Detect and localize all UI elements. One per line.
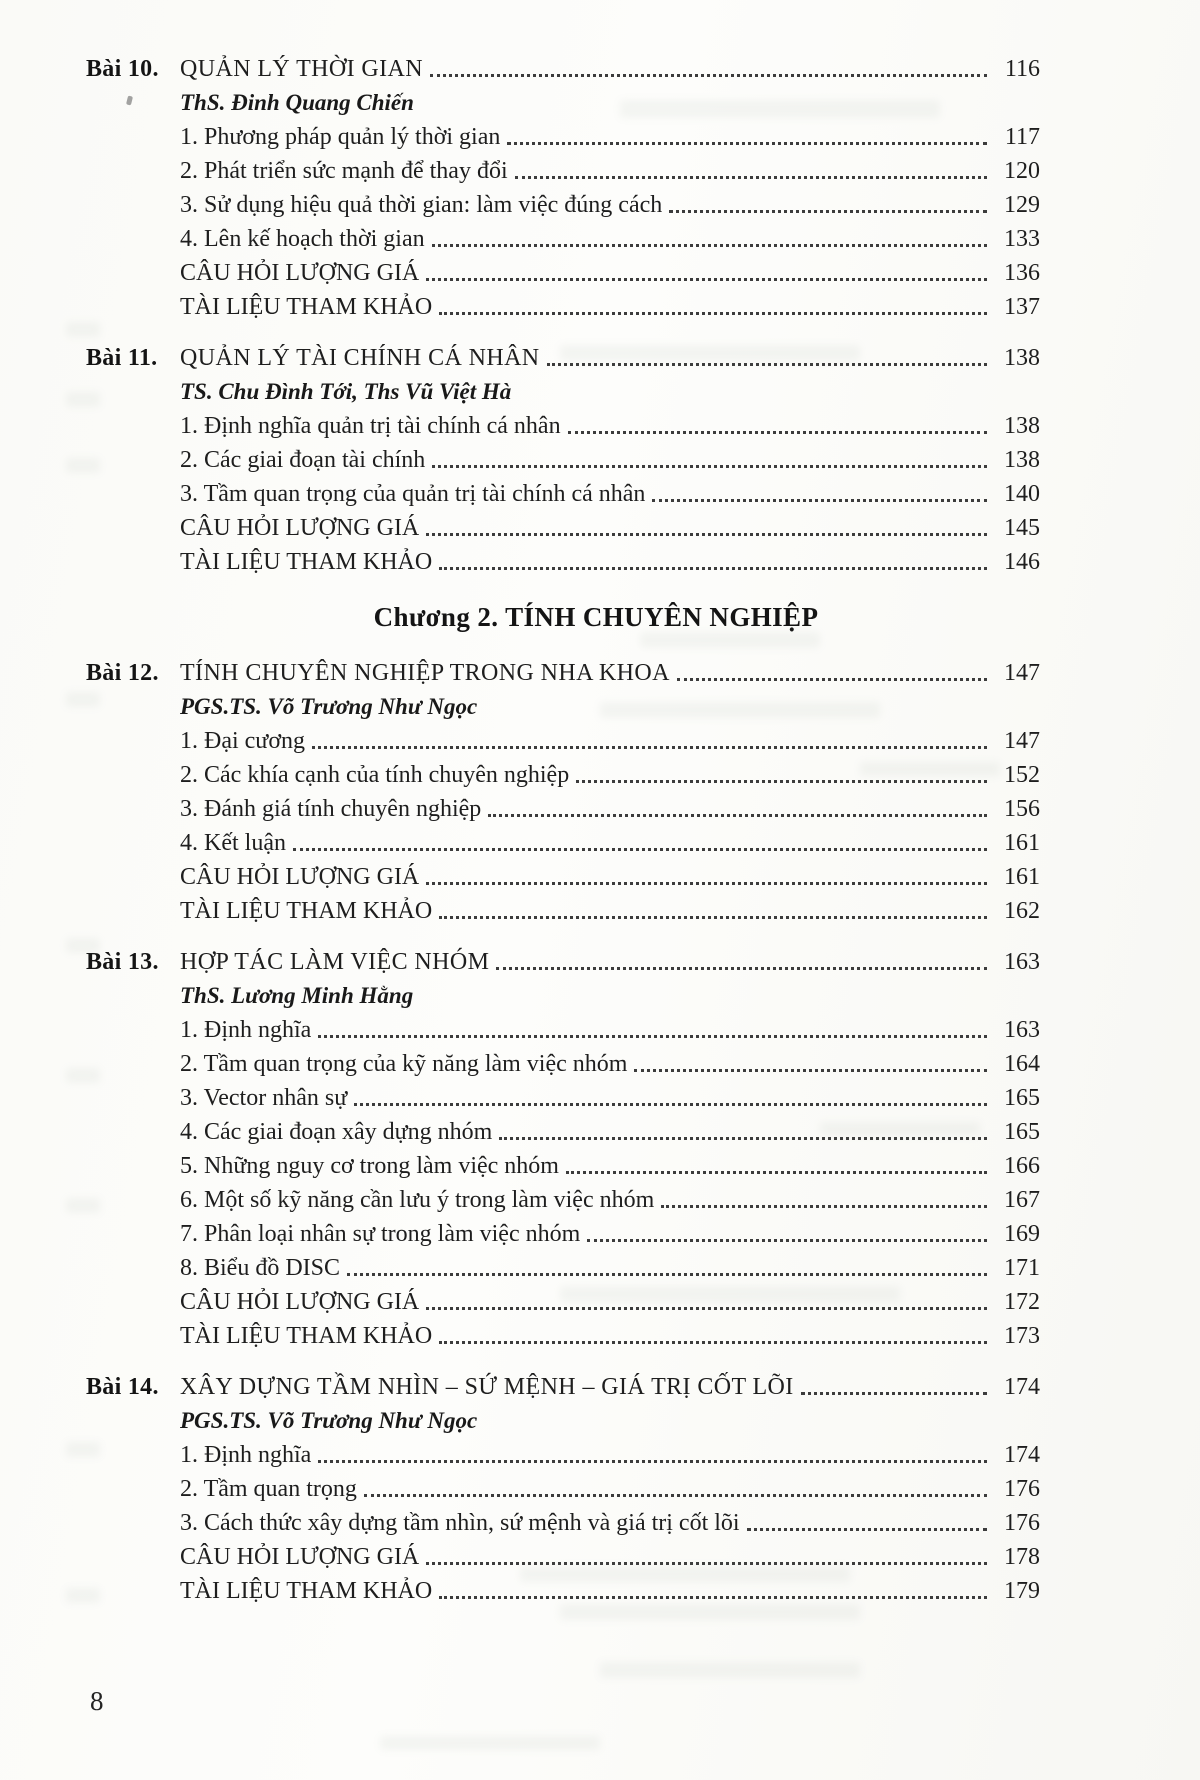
toc-item-text: 1. Định nghĩa	[180, 1017, 312, 1043]
dot-leader	[634, 1069, 987, 1072]
toc-entry	[86, 1538, 1040, 1572]
dot-leader	[439, 1596, 987, 1599]
toc-item-text: CÂU HỎI LƯỢNG GIÁ	[180, 260, 420, 286]
page-number: 169	[1004, 1221, 1040, 1247]
page-number: 179	[1004, 1578, 1040, 1604]
page-number: 147	[1004, 660, 1040, 686]
page-number: 146	[1004, 549, 1040, 575]
toc-entry	[86, 186, 1040, 220]
lesson-title: QUẢN LÝ TÀI CHÍNH CÁ NHÂN	[180, 345, 540, 371]
toc-entry	[86, 1011, 1040, 1045]
toc-entry	[86, 1368, 1040, 1402]
toc-item-text: 1. Phương pháp quản lý thời gian	[180, 124, 501, 150]
page-number: 165	[1004, 1119, 1040, 1145]
toc-author-row	[86, 84, 1040, 118]
toc-entry	[86, 1283, 1040, 1317]
toc-entry	[86, 543, 1040, 577]
toc-author-row	[86, 688, 1040, 722]
dot-leader	[430, 74, 987, 77]
page-number: 117	[1004, 124, 1040, 150]
toc-item-text: CÂU HỎI LƯỢNG GIÁ	[180, 1544, 420, 1570]
dot-leader	[439, 567, 987, 570]
toc-item-text: 2. Tầm quan trọng	[180, 1476, 357, 1502]
bleed-through-ghost	[600, 1662, 860, 1678]
toc-author-row	[86, 1402, 1040, 1436]
toc-item-text: 2. Các khía cạnh của tính chuyên nghiệp	[180, 762, 570, 788]
toc-entry	[86, 441, 1040, 475]
toc-item-text: 3. Tầm quan trọng của quản trị tài chính cá nhân	[180, 481, 646, 507]
toc-item-text: TÀI LIỆU THAM KHẢO	[180, 1323, 433, 1349]
page-number: 147	[1004, 728, 1040, 754]
toc-item-text: 5. Những nguy cơ trong làm việc nhóm	[180, 1153, 559, 1179]
page-number: 171	[1004, 1255, 1040, 1281]
dot-leader	[432, 465, 987, 468]
toc-entry	[86, 407, 1040, 441]
toc-item-text: 1. Định nghĩa	[180, 1442, 312, 1468]
page-number: 161	[1004, 864, 1040, 890]
toc-entry	[86, 790, 1040, 824]
toc-section-items	[86, 722, 1040, 926]
page-number: 138	[1004, 413, 1040, 439]
page-number: 167	[1004, 1187, 1040, 1213]
toc-item-text: 2. Tầm quan trọng của kỹ năng làm việc nhóm	[180, 1051, 628, 1077]
toc-entry	[86, 509, 1040, 543]
toc-item-text: 7. Phân loại nhân sự trong làm việc nhóm	[180, 1221, 581, 1247]
toc-entry	[86, 1504, 1040, 1538]
toc-entry	[86, 1113, 1040, 1147]
dot-leader	[568, 431, 987, 434]
toc-entry	[86, 50, 1040, 84]
toc-item-text: CÂU HỎI LƯỢNG GIÁ	[180, 864, 420, 890]
toc-item-text: TÀI LIỆU THAM KHẢO	[180, 1578, 433, 1604]
toc-entry	[86, 654, 1040, 688]
author-name: ThS. Đinh Quang Chiến	[180, 90, 414, 115]
toc-entry	[86, 152, 1040, 186]
page-number: 173	[1004, 1323, 1040, 1349]
toc-entry	[86, 1249, 1040, 1283]
toc-entry	[86, 1079, 1040, 1113]
dot-leader	[432, 244, 987, 247]
page-number: 176	[1004, 1510, 1040, 1536]
toc-entry	[86, 1572, 1040, 1606]
toc-item-text: 6. Một số kỹ năng cần lưu ý trong làm việc nhóm	[180, 1187, 655, 1213]
toc-item-text: TÀI LIỆU THAM KHẢO	[180, 549, 433, 575]
page-number: 172	[1004, 1289, 1040, 1315]
page-number: 176	[1004, 1476, 1040, 1502]
toc-entry	[86, 1181, 1040, 1215]
toc-item-text: 2. Các giai đoạn tài chính	[180, 447, 426, 473]
page-number: 174	[1004, 1374, 1040, 1400]
toc-item-text: 8. Biểu đồ DISC	[180, 1255, 341, 1281]
toc-entry	[86, 475, 1040, 509]
dot-leader	[439, 1341, 987, 1344]
toc-item-text: 3. Cách thức xây dựng tầm nhìn, sứ mệnh và giá trị cốt lõi	[180, 1510, 740, 1536]
page-number: 174	[1004, 1442, 1040, 1468]
chapter-heading: Chương 2. TÍNH CHUYÊN NGHIỆP	[373, 602, 819, 632]
dot-leader	[499, 1137, 987, 1140]
page-number: 129	[1004, 192, 1040, 218]
toc-item-text: 4. Các giai đoạn xây dựng nhóm	[180, 1119, 493, 1145]
dot-leader	[364, 1494, 987, 1497]
toc-section	[86, 1368, 1040, 1606]
page-number: 152	[1004, 762, 1040, 788]
toc-item-text: TÀI LIỆU THAM KHẢO	[180, 898, 433, 924]
dot-leader	[312, 746, 987, 749]
dot-leader	[347, 1273, 987, 1276]
toc-author-row	[86, 373, 1040, 407]
page-number: 164	[1004, 1051, 1040, 1077]
toc-section	[86, 339, 1040, 577]
author-name: PGS.TS. Võ Trương Như Ngọc	[180, 694, 478, 719]
page-number: 136	[1004, 260, 1040, 286]
page-number: 120	[1004, 158, 1040, 184]
toc-section-items	[86, 118, 1040, 322]
toc-item-text: 3. Đánh giá tính chuyên nghiệp	[180, 796, 482, 822]
page-number: 138	[1004, 447, 1040, 473]
page-number: 156	[1004, 796, 1040, 822]
page-number: 140	[1004, 481, 1040, 507]
page-number: 162	[1004, 898, 1040, 924]
toc-item-text: 3. Vector nhân sự	[180, 1085, 348, 1111]
dot-leader	[652, 499, 987, 502]
toc-entry	[86, 943, 1040, 977]
toc	[86, 50, 1040, 1606]
footer-page-number: 8	[90, 1686, 104, 1716]
dot-leader	[747, 1528, 987, 1531]
toc-section-items	[86, 1436, 1040, 1606]
toc-entry	[86, 756, 1040, 790]
dot-leader	[426, 1307, 987, 1310]
page-number: 137	[1004, 294, 1040, 320]
page-number: 165	[1004, 1085, 1040, 1111]
dot-leader	[496, 967, 987, 970]
dot-leader	[669, 210, 987, 213]
lesson-title: HỢP TÁC LÀM VIỆC NHÓM	[180, 949, 490, 975]
page-number: 166	[1004, 1153, 1040, 1179]
lesson-label: Bài 11.	[86, 345, 158, 371]
bleed-through-ghost	[380, 1736, 600, 1750]
dot-leader	[576, 780, 987, 783]
dot-leader	[488, 814, 987, 817]
toc-entry	[86, 722, 1040, 756]
dot-leader	[318, 1460, 987, 1463]
page-number: 163	[1004, 1017, 1040, 1043]
toc-item-text: CÂU HỎI LƯỢNG GIÁ	[180, 1289, 420, 1315]
dot-leader	[547, 363, 987, 366]
toc-entry	[86, 1436, 1040, 1470]
toc-section-items	[86, 1011, 1040, 1351]
lesson-label: Bài 14.	[86, 1374, 159, 1400]
toc-entry	[86, 1045, 1040, 1079]
page-number: 116	[1004, 56, 1040, 82]
lesson-label: Bài 10.	[86, 56, 159, 82]
toc-entry	[86, 220, 1040, 254]
page-number: 161	[1004, 830, 1040, 856]
author-name: TS. Chu Đình Tới, Ths Vũ Việt Hà	[180, 379, 512, 404]
lesson-title: TÍNH CHUYÊN NGHIỆP TRONG NHA KHOA	[180, 660, 670, 686]
toc-entry	[86, 288, 1040, 322]
toc-item-text: 1. Định nghĩa quản trị tài chính cá nhân	[180, 413, 561, 439]
dot-leader	[318, 1035, 987, 1038]
toc-entry	[86, 892, 1040, 926]
toc-item-text: 3. Sử dụng hiệu quả thời gian: làm việc đúng cách	[180, 192, 663, 218]
dot-leader	[426, 882, 987, 885]
toc-entry	[86, 1470, 1040, 1504]
author-name: ThS. Lương Minh Hằng	[180, 983, 414, 1008]
page-number: 133	[1004, 226, 1040, 252]
toc-item-text: 2. Phát triển sức mạnh để thay đổi	[180, 158, 508, 184]
dot-leader	[354, 1103, 987, 1106]
page-number: 145	[1004, 515, 1040, 541]
bleed-through-ghost	[560, 1604, 860, 1620]
page-number: 178	[1004, 1544, 1040, 1570]
dot-leader	[439, 312, 987, 315]
toc-entry	[86, 254, 1040, 288]
dot-leader	[515, 176, 987, 179]
dot-leader	[587, 1239, 987, 1242]
dot-leader	[426, 278, 987, 281]
dot-leader	[426, 1562, 987, 1565]
toc-item-text: 1. Đại cương	[180, 728, 306, 754]
dot-leader	[661, 1205, 987, 1208]
lesson-label: Bài 13.	[86, 949, 159, 975]
dot-leader	[507, 142, 987, 145]
toc-entry	[86, 339, 1040, 373]
toc-item-text: TÀI LIỆU THAM KHẢO	[180, 294, 433, 320]
dot-leader	[801, 1392, 987, 1395]
toc-item-text: 4. Kết luận	[180, 830, 286, 856]
toc-section	[86, 943, 1040, 1351]
dot-leader	[566, 1171, 987, 1174]
author-name: PGS.TS. Võ Trương Như Ngọc	[180, 1408, 478, 1433]
page-number: 163	[1004, 949, 1040, 975]
toc-entry	[86, 1147, 1040, 1181]
lesson-title: QUẢN LÝ THỜI GIAN	[180, 56, 423, 82]
toc-entry	[86, 858, 1040, 892]
dot-leader	[426, 533, 987, 536]
dot-leader	[677, 678, 987, 681]
lesson-title: XÂY DỰNG TẦM NHÌN – SỨ MỆNH – GIÁ TRỊ CỐT LÕI	[180, 1374, 794, 1400]
toc-entry	[86, 1215, 1040, 1249]
toc-section	[86, 50, 1040, 322]
toc-author-row	[86, 977, 1040, 1011]
toc-section-items	[86, 407, 1040, 577]
toc-entry	[86, 824, 1040, 858]
toc-item-text: 4. Lên kế hoạch thời gian	[180, 226, 425, 252]
toc-entry	[86, 1317, 1040, 1351]
page-number: 138	[1004, 345, 1040, 371]
dot-leader	[439, 916, 987, 919]
toc-section	[86, 654, 1040, 926]
toc-item-text: CÂU HỎI LƯỢNG GIÁ	[180, 515, 420, 541]
toc-entry	[86, 118, 1040, 152]
dot-leader	[293, 848, 987, 851]
lesson-label: Bài 12.	[86, 660, 159, 686]
